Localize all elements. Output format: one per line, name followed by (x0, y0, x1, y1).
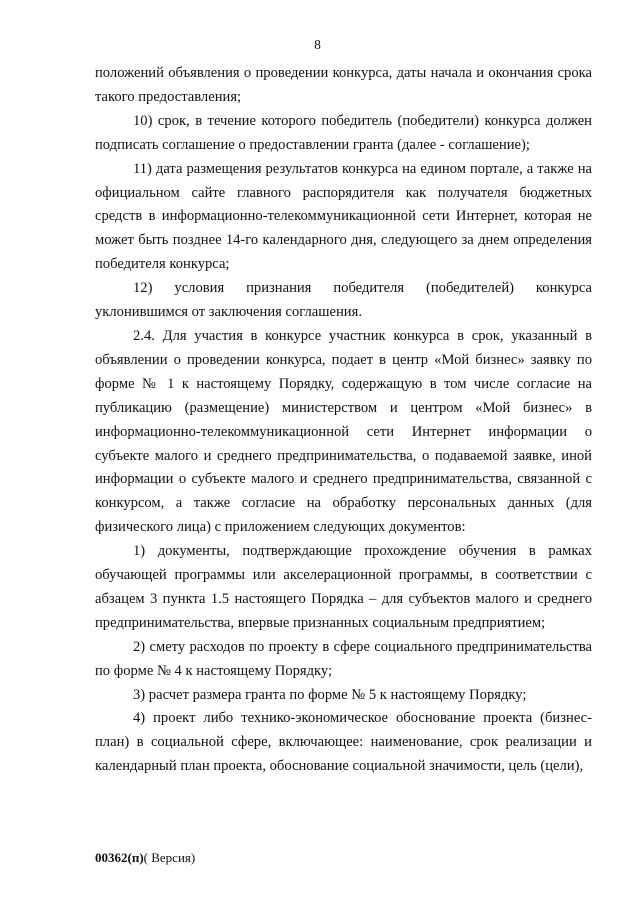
document-code: 00362(п) (95, 850, 144, 865)
paragraph-item-10: 10) срок, в течение которого победитель (победители) конкурса должен подписать соглашение о предоставлении гранта (далее - соглашение); (95, 112, 592, 153)
paragraph-item-11: 11) дата размещения результатов конкурса на едином портале, а также на официальном сайте главного распорядителя как получателя бюджетных средств в информационно-телекоммуникационной сети Интернет, которая не может быть позднее 14-го календарного дня, следующего за днем определения победителя конкурса; (95, 160, 592, 273)
paragraph-doc-1: 1) документы, подтверждающие прохождение обучения в рамках обучающей программы или акселерационной программы, в соответствии с абзацем 3 пункта 1.5 настоящего Порядка – для субъектов малого и среднего предпринимательства, впервые признанных социальным предприятием; (95, 543, 592, 631)
page-number: 8 (314, 37, 321, 52)
paragraph-continuation: положений объявления о проведении конкурса, даты начала и окончания срока такого предоставления; (95, 65, 592, 105)
paragraph-doc-2: 2) смету расходов по проекту в сфере социального предпринимательства по форме № 4 к настоящему Порядку; (95, 638, 592, 679)
paragraph-doc-3: 3) расчет размера гранта по форме № 5 к настоящему Порядку; (133, 686, 527, 703)
paragraph-2-4: 2.4. Для участия в конкурсе участник конкурса в срок, указанный в объявлении о проведении конкурса, подает в центр «Мой бизнес» заявку по форме № 1 к настоящему Порядку, содержащую в том числе согласие на публикацию (размещение) министерством и центром «Мой бизнес» в информационно-телекоммуникационной сети Интернет информации о субъекте малого и среднего предпринимательства, о подаваемой заявке, иной информации о субъекте малого и среднего предпринимательства, связанной с конкурсом, а также согласие на обработку персональных данных (для физического лица) с приложением следующих документов: (95, 327, 592, 536)
paragraph-item-12: 12) условия признания победителя (победителей) конкурса (133, 280, 592, 297)
document-body (95, 62, 592, 779)
paragraph-doc-4: 4) проект либо технико-экономическое обоснование проекта (бизнес-план) в социальной сфере, включающее: наименование, срок реализации и календарный план проекта, обоснование социальной значимости, цель (цели), (95, 710, 592, 775)
paragraph-item-12-continuation: уклонившимся от заключения соглашения. (95, 304, 362, 321)
document-version: ( Версия) (143, 850, 196, 865)
document-footer (95, 850, 195, 866)
